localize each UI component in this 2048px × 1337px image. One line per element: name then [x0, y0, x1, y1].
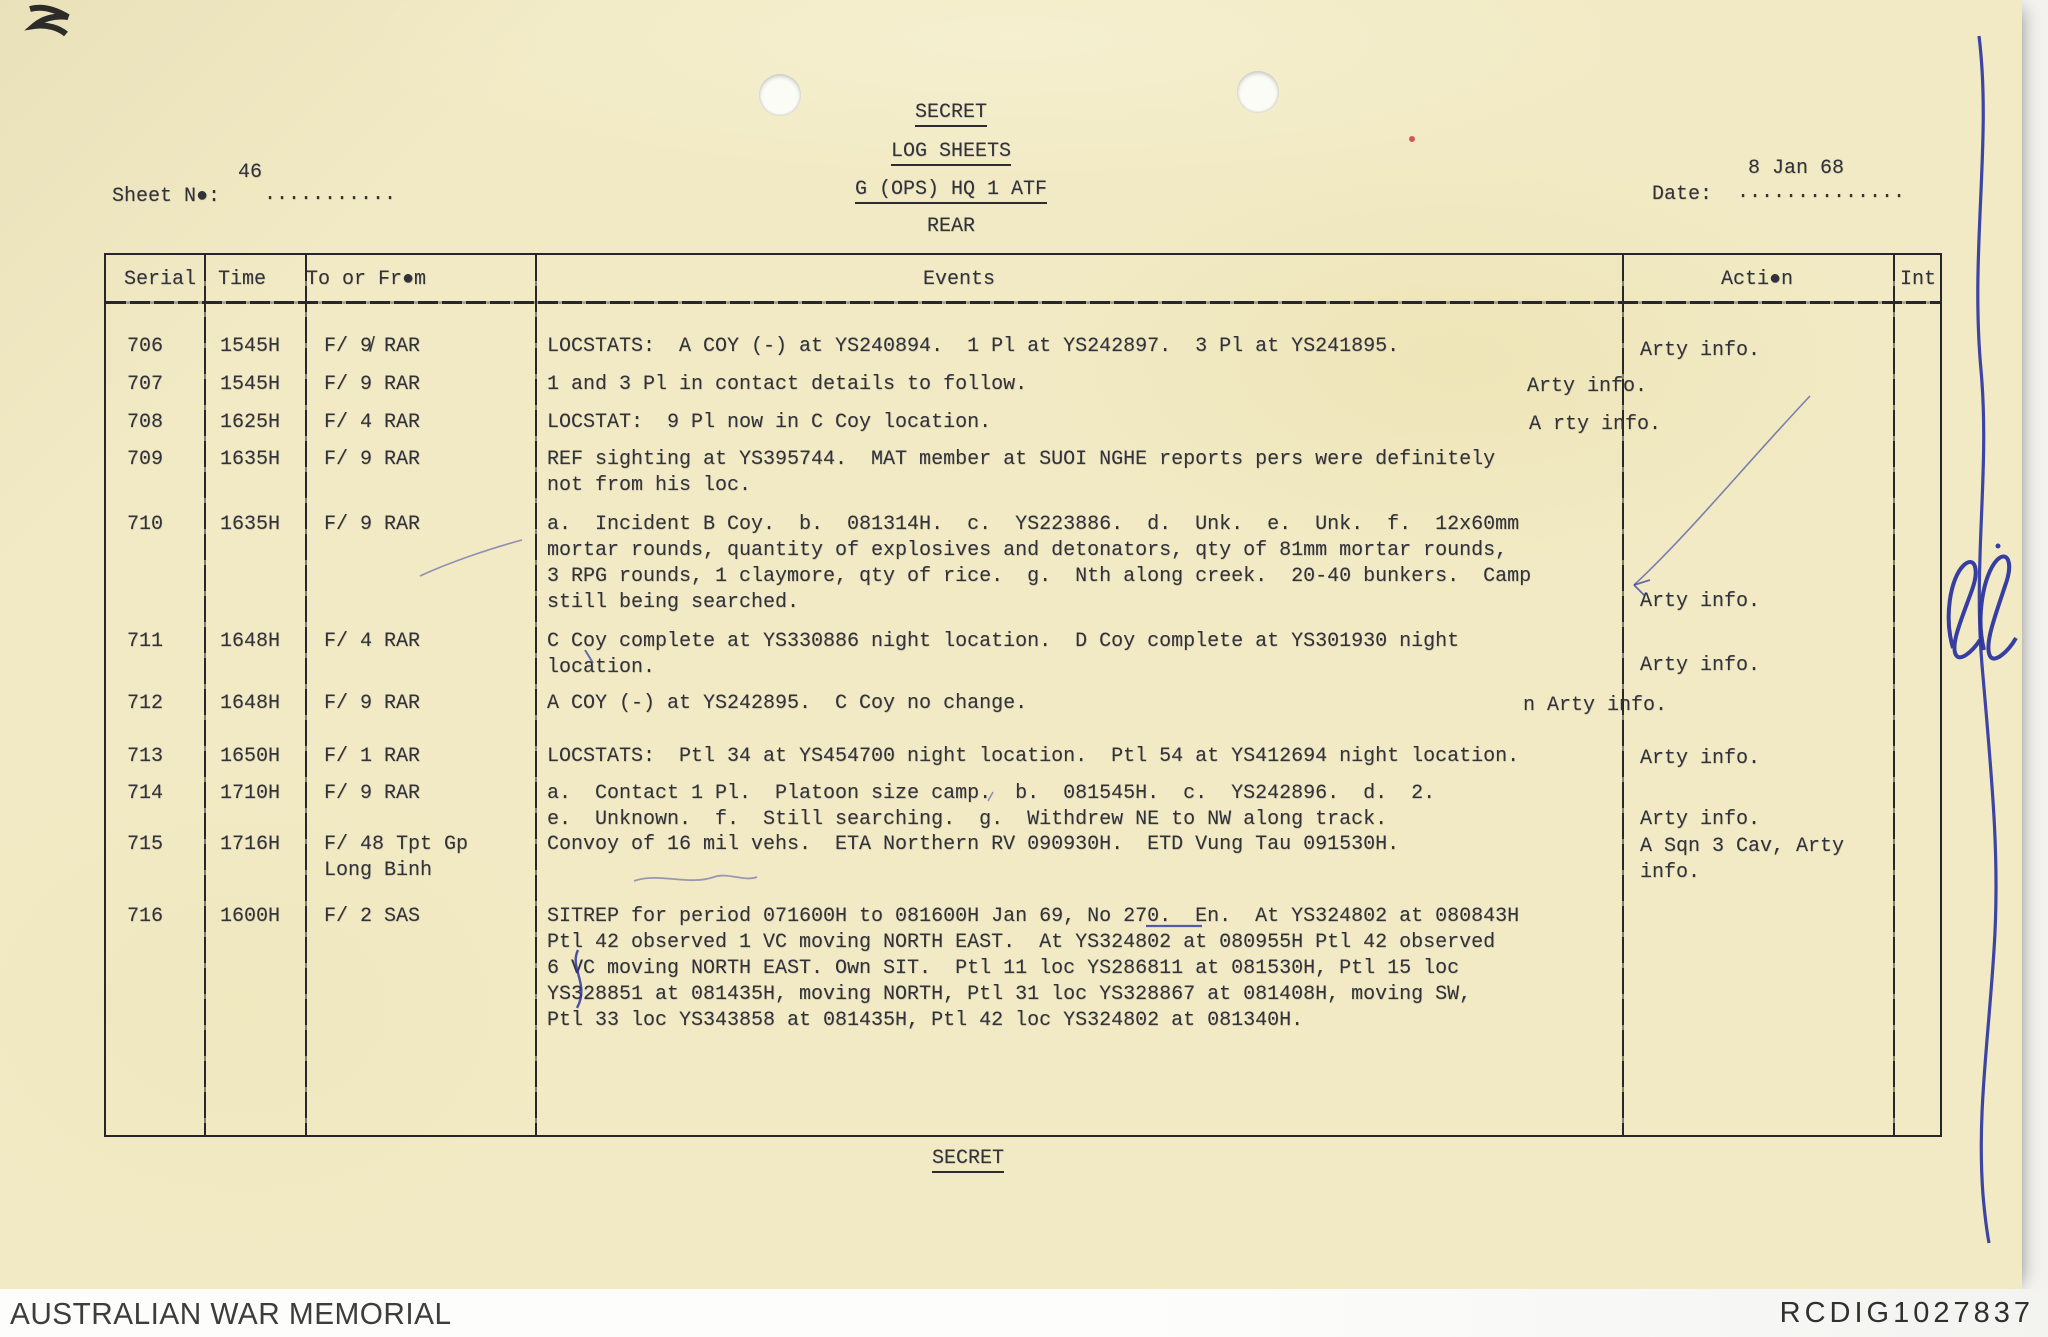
row-708-events: LOCSTAT: 9 Pl now in C Coy location. — [547, 411, 992, 434]
sheet-dotted-line: ........... — [264, 183, 397, 206]
handwritten-initials — [1949, 544, 2016, 659]
row-710-to-or-from: F/ 9 RAR — [324, 513, 421, 536]
date-label: Date: — [1652, 183, 1713, 206]
ink-scribble — [30, 8, 68, 34]
row-715-time: 1716H — [220, 833, 281, 856]
row-711-events: C Coy complete at YS330886 night location. D Coy complete at YS301930 night location. — [547, 630, 1460, 679]
row-709-events: REF sighting at YS395744. MAT member at SUOI NGHE reports pers were definitely not from his loc. — [547, 448, 1496, 497]
row-716-serial: 716 — [127, 905, 164, 928]
page-subtitle-text: G (OPS) HQ 1 ATF — [855, 178, 1047, 204]
page-subtitle — [855, 177, 1047, 203]
footer-organisation: AUSTRALIAN WAR MEMORIAL — [10, 1296, 452, 1331]
divider-action-int — [1893, 255, 1895, 1135]
scan-footer-bar — [0, 1289, 2048, 1337]
row-715-events: Convoy of 16 mil vehs. ETA Northern RV 090930H. ETD Vung Tau 091530H. — [547, 833, 1400, 856]
row-706-time: 1545H — [220, 335, 281, 358]
row-709-serial: 709 — [127, 448, 164, 471]
date-value: 8 Jan 68 — [1748, 157, 1845, 180]
row-712-events: A COY (-) at YS242895. C Coy no change. — [547, 692, 1028, 715]
divider-from-events — [535, 255, 537, 1135]
footer-reference: RCDIG1027837 — [1779, 1297, 2034, 1329]
row-711-action: Arty info. — [1640, 654, 1761, 677]
row-707-serial: 707 — [127, 373, 164, 396]
row-710-serial: 710 — [127, 513, 164, 536]
row-712-action: n Arty info. — [1523, 694, 1668, 717]
red-speck — [1409, 136, 1415, 142]
col-header-events: Events — [923, 268, 996, 291]
row-709-time: 1635H — [220, 448, 281, 471]
row-715-to-or-from: F/ 48 Tpt Gp Long Binh — [324, 833, 469, 882]
row-711-serial: 711 — [127, 630, 164, 653]
row-708-action: A rty info. — [1529, 413, 1662, 436]
row-716-events: SITREP for period 071600H to 081600H Jan 69, No 270. En. At YS324802 at 080843H Ptl 42 observed 1 VC moving NORTH EAST. At YS324802 at 080955H Ptl 42 observed 6 VC moving NORTH EAST. Own SIT. Ptl 11 loc YS286811 at 081530H, Ptl 15 loc YS328851 at 081435H, moving NORTH, Ptl 31 loc YS328867 at 081408H, moving SW, Ptl 33 loc YS343858 at 081435H, Ptl 42 loc YS324802 at 081340H. — [547, 905, 1520, 1032]
row-713-serial: 713 — [127, 745, 164, 768]
header-underline — [106, 301, 1940, 304]
col-header-time: Time — [218, 268, 267, 291]
row-711-time: 1648H — [220, 630, 281, 653]
row-713-events: LOCSTATS: Ptl 34 at YS454700 night location. Ptl 54 at YS412694 night location. — [547, 745, 1520, 768]
row-713-action: Arty info. — [1640, 747, 1761, 770]
classification-bottom-text: SECRET — [932, 1147, 1004, 1173]
row-710-events: a. Incident B Coy. b. 081314H. c. YS223886. d. Unk. e. Unk. f. 12x60mm mortar rounds, quantity of explosives and detonators, qty of 81mm mortar rounds, 3 RPG rounds, 1 claymore, qty of rice. g. Nth along creek. 20-40 bunkers. Camp still being searched. — [547, 513, 1532, 614]
row-715-serial: 715 — [127, 833, 164, 856]
row-712-to-or-from: F/ 9 RAR — [324, 692, 421, 715]
row-707-to-or-from: F/ 9 RAR — [324, 373, 421, 396]
row-713-to-or-from: F/ 1 RAR — [324, 745, 421, 768]
sheet-label: Sheet N●: — [112, 185, 221, 208]
echelon-label: REAR — [926, 215, 976, 238]
col-header-serial: Serial — [124, 268, 197, 291]
row-714-serial: 714 — [127, 782, 164, 805]
row-714-time: 1710H — [220, 782, 281, 805]
row-707-events: 1 and 3 Pl in contact details to follow. — [547, 373, 1028, 396]
log-table — [104, 253, 1942, 1137]
row-715-action: A Sqn 3 Cav, Arty info. — [1640, 835, 1845, 884]
row-709-to-or-from: F/ 9 RAR — [324, 448, 421, 471]
row-706-action: Arty info. — [1640, 339, 1761, 362]
row-714-events: a. Contact 1 Pl. Platoon size camp. b. 081545H. c. YS242896. d. 2. e. Unknown. f. Still searching. g. Withdrew NE to NW along track. — [547, 782, 1436, 831]
row-707-action: Arty info. — [1527, 375, 1648, 398]
row-712-serial: 712 — [127, 692, 164, 715]
row-710-time: 1635H — [220, 513, 281, 536]
hole-punch-left — [759, 74, 801, 116]
row-714-action: Arty info. — [1640, 808, 1761, 831]
classification-bottom — [932, 1146, 1004, 1172]
col-header-to-or-from: To or Fr●m — [306, 268, 427, 291]
page-title-text: LOG SHEETS — [891, 140, 1011, 166]
row-711-to-or-from: F/ 4 RAR — [324, 630, 421, 653]
divider-time-from — [305, 255, 307, 1135]
page-title — [891, 139, 1011, 165]
row-708-serial: 708 — [127, 411, 164, 434]
row-716-to-or-from: F/ 2 SAS — [324, 905, 421, 928]
row-712-time: 1648H — [220, 692, 281, 715]
row-710-action: Arty info. — [1640, 590, 1761, 613]
row-706-serial: 706 — [127, 335, 164, 358]
row-707-time: 1545H — [220, 373, 281, 396]
classification-top — [915, 100, 987, 126]
col-header-action: Acti●n — [1721, 268, 1794, 291]
row-708-time: 1625H — [220, 411, 281, 434]
row-713-time: 1650H — [220, 745, 281, 768]
col-header-int: Int — [1900, 268, 1937, 291]
sheet-number: 46 — [238, 161, 263, 184]
row-708-to-or-from: F/ 4 RAR — [324, 411, 421, 434]
classification-top-text: SECRET — [915, 101, 987, 127]
row-706-events: LOCSTATS: A COY (-) at YS240894. 1 Pl at YS242897. 3 Pl at YS241895. — [547, 335, 1400, 358]
divider-serial-time — [204, 255, 206, 1135]
row-716-time: 1600H — [220, 905, 281, 928]
row-706-to-or-from: F/ 9̸ RAR — [324, 335, 421, 358]
date-dotted-line: .............. — [1737, 181, 1906, 204]
pen-vertical-line — [1978, 36, 1996, 1243]
hole-punch-right — [1237, 71, 1279, 113]
row-714-to-or-from: F/ 9 RAR — [324, 782, 421, 805]
